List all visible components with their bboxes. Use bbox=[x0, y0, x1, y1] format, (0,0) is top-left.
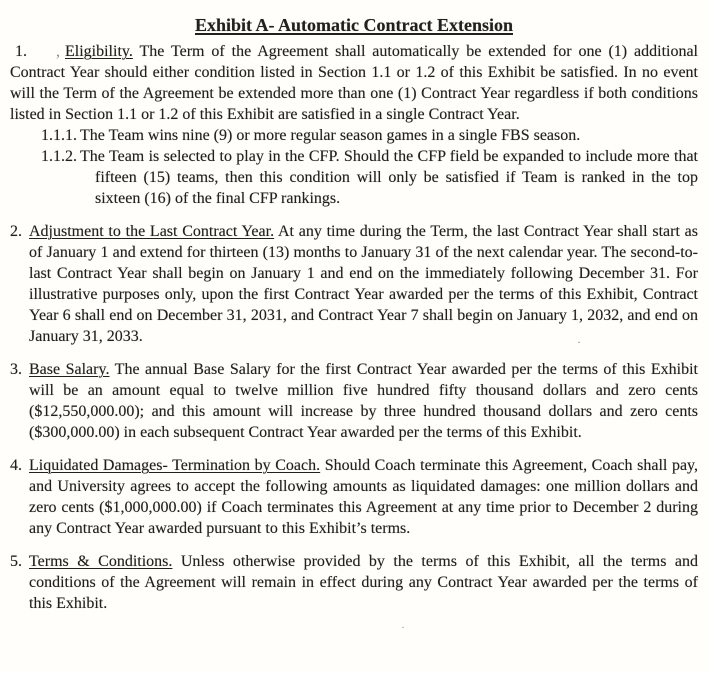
section-3-body: The annual Base Salary for the first Contract Year awarded per the terms of this Exhibit will be an amount equal to twelve million five hundred fifty thousand dollars and zero cents ($12,550,000.00); and this amount will increase by three hundred thousand dollars and zero cents ($300,000.00) in each subsequent Contract Year awarded per the terms of this Exhibit. bbox=[29, 361, 698, 441]
scan-speck-below-section-5: · bbox=[401, 620, 405, 634]
subsection-1-1-2-text: The Team is selected to play in the CFP. Should the CFP field be expanded to include more that fifteen (15) teams, then this condition will only be satisfied if Team is ranked in the top sixteen (16) of the final CFP rankings. bbox=[80, 148, 698, 207]
section-5-body: Unless otherwise provided by the terms of this Exhibit, all the terms and conditions of the Agreement will remain in effect during any Contract Year awarded per the terms of this Exhibit. bbox=[29, 553, 699, 612]
subsection-1-1-2-number: 1.1.2. bbox=[41, 148, 77, 165]
subsection-1-1-1-text: The Team wins nine (9) or more regular season games in a single FBS season. bbox=[80, 127, 581, 144]
section-1-eligibility bbox=[10, 41, 698, 209]
section-4-number: 4. bbox=[10, 457, 22, 474]
section-3-base-salary bbox=[10, 359, 698, 443]
section-1-number: 1. bbox=[15, 43, 27, 60]
section-1-body: The Term of the Agreement shall automatically be extended for one (1) additional Contract Year should either condition listed in Section 1.1 or 1.2 of this Exhibit be satisfied. In no event will the Term of the Agreement be extended more than one (1) Contract Year regardless if both conditions listed in Section 1.1 or 1.2 of this Exhibit are satisfied in a single Contract Year. bbox=[10, 43, 699, 123]
section-1-paragraph bbox=[10, 41, 698, 125]
section-5-number: 5. bbox=[10, 553, 22, 570]
section-4-body: Should Coach terminate this Agreement, Coach shall pay, and University agrees to accept the following amounts as liquidated damages: one million dollars and zero cents ($1,000,000.00) if Coach terminates this Agreement at any time prior to December 2 during any Contract Year awarded pursuant to this Exhibit’s terms. bbox=[29, 457, 699, 537]
scan-artifact-comma: , bbox=[56, 43, 60, 60]
section-5-heading: Terms & Conditions. bbox=[29, 553, 173, 570]
section-2-adjustment-last-contract-year bbox=[10, 221, 698, 347]
section-2-number: 2. bbox=[10, 223, 22, 240]
section-1-heading: Eligibility. bbox=[65, 43, 133, 60]
document-title: Exhibit A- Automatic Contract Extension bbox=[194, 15, 513, 35]
section-3-heading: Base Salary. bbox=[29, 361, 110, 378]
scan-speck-after-2033: · bbox=[577, 335, 581, 349]
section-3-number: 3. bbox=[10, 361, 22, 378]
section-2-body: At any time during the Term, the last Contract Year shall start as of January 1 and extend for thirteen (13) months to January 31 of the next calendar year. The second-to-last Contract Year shall begin on January 1 and end on the immediately following December 31. For illustrative purposes only, upon the first Contract Year awarded per the terms of this Exhibit, Contract Year 6 shall end on December 31, 2031, and Contract Year 7 shall begin on January 1, 2032, and end on January 31, 2033. bbox=[29, 223, 698, 345]
section-4-liquidated-damages bbox=[10, 455, 698, 539]
section-2-heading: Adjustment to the Last Contract Year. bbox=[29, 223, 275, 240]
section-4-heading: Liquidated Damages- Termination by Coach. bbox=[29, 457, 321, 474]
subsection-1-1-1 bbox=[41, 125, 698, 146]
section-5-terms-conditions bbox=[10, 551, 698, 614]
subsection-1-1-2 bbox=[41, 146, 698, 209]
subsection-1-1-1-number: 1.1.1. bbox=[41, 127, 77, 144]
